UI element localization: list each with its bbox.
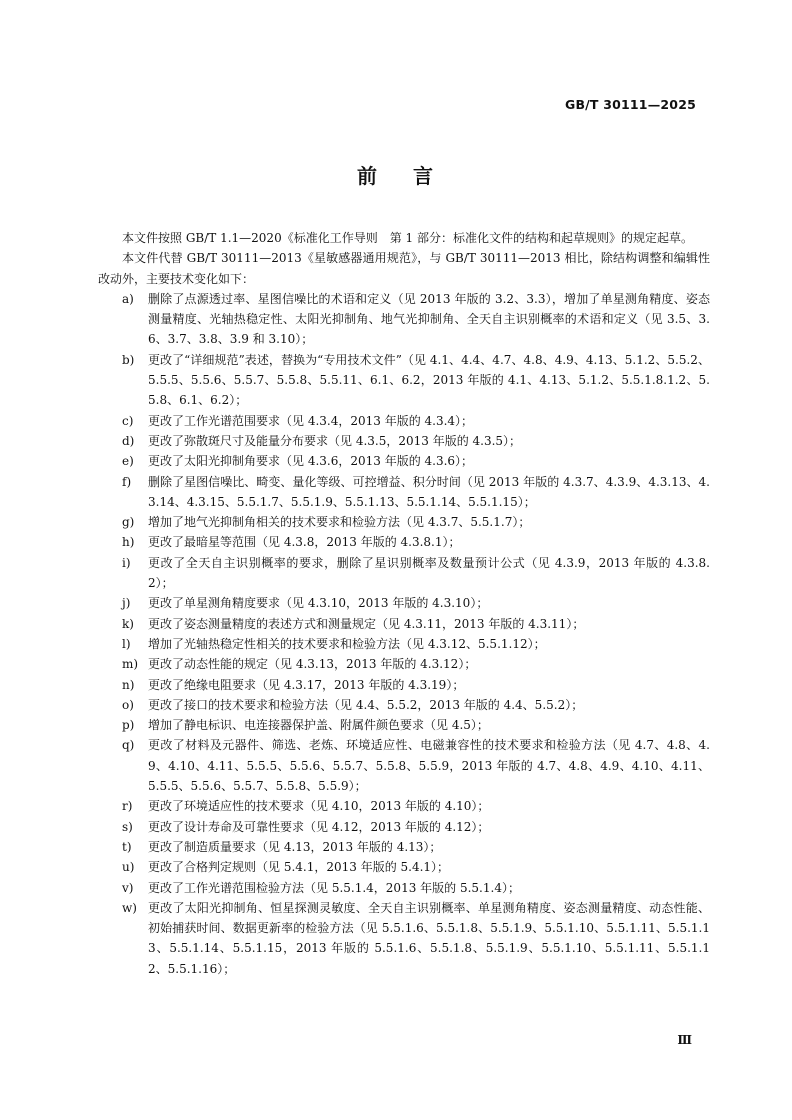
list-item xyxy=(98,735,710,796)
list-item-marker: q) xyxy=(122,738,135,753)
list-item-text: 更改了弥散斑尺寸及能量分布要求（见 4.3.5，2013 年版的 4.3.5）； xyxy=(148,433,522,448)
title-char-1: 前 xyxy=(357,164,379,188)
replacement-paragraph: 本文件代替 GB/T 30111—2013《星敏感器通用规范》，与 GB/T 30111—2013 相比，除结构调整和编辑性改动外，主要技术变化如下： xyxy=(98,251,710,286)
list-item xyxy=(98,675,710,695)
list-item-marker: c) xyxy=(122,413,134,428)
list-item-marker: g) xyxy=(122,515,135,530)
list-item xyxy=(98,289,710,350)
list-item xyxy=(98,898,710,979)
list-item-text: 更改了太阳光抑制角、恒星探测灵敏度、全天自主识别概率、单星测角精度、姿态测量精度、动态性能、初始捕获时间、数据更新率的检验方法（见 5.5.1.6、5.5.1.8、5.5.1.9、5.5.1.10、5.5.1.11、5.5.1.13、5.5.1.14、5.5.1.15，2013 年版的 5.5.1.6、5.5.1.8、5.5.1.9、5.5.1.10、5.5.1.11、5.5.1.12、5.5.1.16）； xyxy=(148,900,710,976)
list-item-text: 更改了制造质量要求（见 4.13，2013 年版的 4.13）； xyxy=(148,839,442,854)
list-item xyxy=(98,654,710,674)
list-item xyxy=(98,472,710,513)
list-item-text: 增加了光轴热稳定性相关的技术要求和检验方法（见 4.3.12、5.5.1.12）； xyxy=(148,636,546,651)
page-title xyxy=(0,160,792,189)
list-item-marker: m) xyxy=(122,657,139,672)
list-item xyxy=(98,715,710,735)
list-item-text: 更改了环境适应性的技术要求（见 4.10，2013 年版的 4.10）； xyxy=(148,799,490,814)
list-item-text: 更改了设计寿命及可靠性要求（见 4.12，2013 年版的 4.12）； xyxy=(148,819,490,834)
list-item xyxy=(98,553,710,594)
list-item xyxy=(98,857,710,877)
page-number: Ⅲ xyxy=(677,1033,692,1047)
list-item-text: 更改了工作光谱范围检验方法（见 5.5.1.4，2013 年版的 5.5.1.4）； xyxy=(148,880,520,895)
list-item-marker: w) xyxy=(122,900,137,915)
list-item xyxy=(98,695,710,715)
list-item xyxy=(98,614,710,634)
list-item xyxy=(98,878,710,898)
list-item-marker: o) xyxy=(122,697,134,712)
list-item-text: 更改了太阳光抑制角要求（见 4.3.6，2013 年版的 4.3.6）； xyxy=(148,454,474,469)
list-item-marker: n) xyxy=(122,677,135,692)
list-item-marker: f) xyxy=(122,474,132,489)
list-item-text: 增加了静电标识、电连接器保护盖、附属件颜色要求（见 4.5）； xyxy=(148,718,489,733)
standard-number: GB/T 30111—2025 xyxy=(564,97,696,112)
list-item-marker: l) xyxy=(122,636,131,651)
list-item-text: 更改了全天自主识别概率的要求，删除了星识别概率及数量预计公式（见 4.3.9，2013 年版的 4.3.8.2）； xyxy=(148,555,710,591)
list-item-text: 更改了接口的技术要求和检验方法（见 4.4、5.5.2，2013 年版的 4.4、5.5.2）； xyxy=(148,697,584,712)
intro-paragraph: 本文件按照 GB/T 1.1—2020《标准化工作导则 第 1 部分：标准化文件的结构和起草规则》的规定起草。 xyxy=(122,231,693,245)
list-item-marker: u) xyxy=(122,860,135,875)
list-item xyxy=(98,796,710,816)
list-item-text: 更改了材料及元器件、筛选、老炼、环境适应性、电磁兼容性的技术要求和检验方法（见 4.7、4.8、4.9、4.10、4.11、5.5.5、5.5.6、5.5.7、5.5.8、5.5.9，2013 年版的 4.7、4.8、4.9、4.10、4.11、5.5.5、5.5.6、5.5.7、5.5.8、5.5.9）； xyxy=(148,738,710,794)
list-item-text: 更改了工作光谱范围要求（见 4.3.4，2013 年版的 4.3.4）； xyxy=(148,413,474,428)
list-item-marker: e) xyxy=(122,454,134,469)
list-item-marker: j) xyxy=(122,596,131,611)
list-item xyxy=(98,593,710,613)
list-item xyxy=(98,634,710,654)
list-item-text: 删除了星图信噪比、畸变、量化等级、可控增益、积分时间（见 2013 年版的 4.3.7、4.3.9、4.3.13、4.3.14、4.3.15、5.5.1.7、5.5.1.9、5.5.1.13、5.5.1.14、5.5.1.15）； xyxy=(148,474,710,509)
list-item xyxy=(98,411,710,431)
list-item xyxy=(98,451,710,471)
list-item-marker: a) xyxy=(122,291,134,306)
list-item xyxy=(98,512,710,532)
list-item-text: 更改了动态性能的规定（见 4.3.13，2013 年版的 4.3.12）； xyxy=(148,657,477,672)
list-item-marker: b) xyxy=(122,352,135,367)
list-item xyxy=(98,350,710,411)
list-item-text: 增加了地气光抑制角相关的技术要求和检验方法（见 4.3.7、5.5.1.7）； xyxy=(148,515,531,530)
list-item xyxy=(98,532,710,552)
list-item-marker: h) xyxy=(122,535,135,550)
list-item-text: 更改了姿态测量精度的表述方式和测量规定（见 4.3.11，2013 年版的 4.3.11）； xyxy=(148,616,585,631)
change-list xyxy=(98,289,710,979)
list-item-marker: p) xyxy=(122,718,135,733)
list-item-text: 删除了点源透过率、星图信噪比的术语和定义（见 2013 年版的 3.2、3.3），增加了单星测角精度、姿态测量精度、光轴热稳定性、太阳光抑制角、地气光抑制角、全天自主识别概率的术语和定义（见 3.5、3.6、3.7、3.8、3.9 和 3.10）； xyxy=(148,291,710,347)
list-item-marker: k) xyxy=(122,616,134,631)
list-item xyxy=(98,817,710,837)
list-item-marker: d) xyxy=(122,433,135,448)
list-item-text: 更改了合格判定规则（见 5.4.1，2013 年版的 5.4.1）； xyxy=(148,860,450,875)
list-item-marker: s) xyxy=(122,819,133,834)
list-item-text: 更改了“详细规范”表述，替换为“专用技术文件”（见 4.1、4.4、4.7、4.8、4.9、4.13、5.1.2、5.5.2、5.5.5、5.5.6、5.5.7、5.5.8、5.5.11、6.1、6.2，2013 年版的 4.1、4.13、5.1.2、5.5.1.8.1.2、5.5.8、6.1、6.2）； xyxy=(148,352,710,408)
foreword-body xyxy=(98,228,710,979)
list-item-marker: r) xyxy=(122,799,133,814)
list-item xyxy=(98,431,710,451)
list-item-text: 更改了最暗星等范围（见 4.3.8，2013 年版的 4.3.8.1）； xyxy=(148,535,461,550)
list-item xyxy=(98,837,710,857)
list-item-text: 更改了绝缘电阻要求（见 4.3.17，2013 年版的 4.3.19）； xyxy=(148,677,465,692)
list-item-text: 更改了单星测角精度要求（见 4.3.10，2013 年版的 4.3.10）； xyxy=(148,596,489,611)
list-item-marker: v) xyxy=(122,880,134,895)
title-char-2: 言 xyxy=(413,164,435,188)
list-item-marker: t) xyxy=(122,839,132,854)
list-item-marker: i) xyxy=(122,555,131,570)
